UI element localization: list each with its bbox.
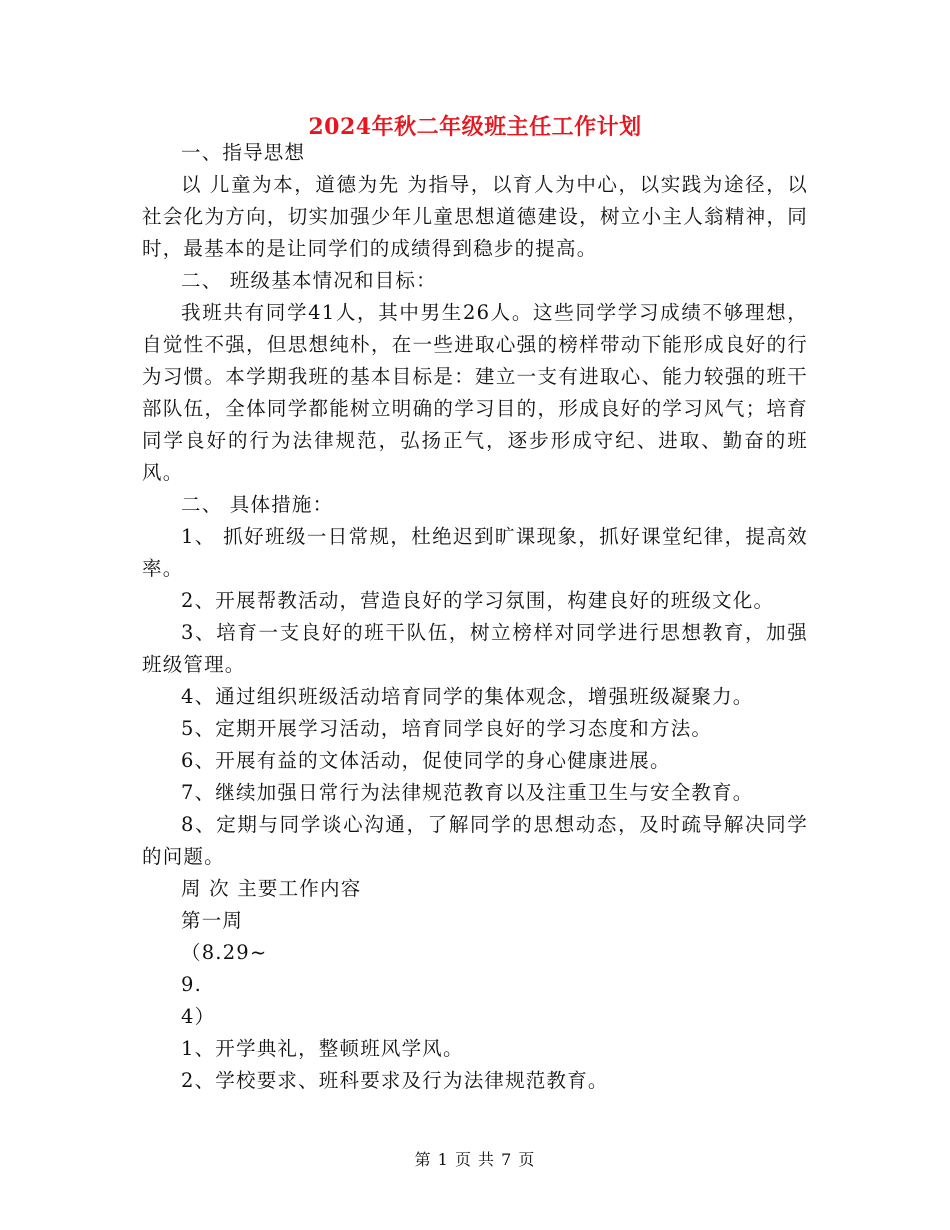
schedule-week-label: 第一周 — [181, 909, 244, 932]
list-item: 5、定期开展学习活动，培育同学良好的学习态度和方法。 — [181, 717, 713, 740]
list-item: 8、定期与同学谈心沟通，了解同学的思想动态，及时疏导解决同学的问题。 — [142, 813, 808, 868]
list-item: 6、开展有益的文体活动，促使同学的身心健康进展。 — [181, 749, 671, 772]
schedule-header: 周 次 主要工作内容 — [181, 877, 362, 900]
paragraph: 我班共有同学41人，其中男生26人。这些同学学习成绩不够理想，自觉性不强，但思想纯朴，在一些进取心强的榜样带动下能形成良好的行为习惯。本学期我班的基本目标是：建立一支有进取心、能力较强的班干部队伍，全体同学都能树立明确的学习目的，形成良好的学习风气；培育同学良好的行为法律规范，弘扬正气，逐步形成守纪、进取、勤奋的班风。 — [142, 301, 808, 484]
schedule-item: 2、学校要求、班科要求及行为法律规范教育。 — [181, 1069, 609, 1092]
paragraph-heading-guiding-thought: 一、指导思想 — [181, 141, 306, 164]
schedule-date-range: 4） — [181, 1005, 216, 1028]
schedule-date-range: （8.29~ — [181, 941, 268, 964]
paragraph: 以 儿童为本，道德为先 为指导，以育人为中心，以实践为途径，以社会化为方向，切实加强少年儿童思想道德建设，树立小主人翁精神，同时，最基本的是让同学们的成绩得到稳步的提高。 — [142, 173, 808, 260]
list-item: 4、通过组织班级活动培育同学的集体观念，增强班级凝聚力。 — [181, 685, 754, 708]
document-body — [142, 137, 808, 1097]
paragraph-heading-measures: 二、 具体措施： — [181, 493, 334, 516]
list-item: 7、继续加强日常行为法律规范教育以及注重卫生与安全教育。 — [181, 781, 754, 804]
schedule-item: 1、开学典礼，整顿班风学风。 — [181, 1037, 464, 1060]
document-title: 2024年秋二年级班主任工作计划 — [308, 114, 642, 140]
schedule-date-range: 9. — [181, 973, 203, 996]
list-item: 3、培育一支良好的班干队伍，树立榜样对同学进行思想教育，加强班级管理。 — [142, 621, 808, 676]
paragraph-heading-class-situation: 二、 班级基本情况和目标： — [181, 269, 437, 292]
list-item: 1、 抓好班级一日常规，杜绝迟到旷课现象，抓好课堂纪律，提高效率。 — [142, 525, 808, 580]
page-number: 第 1 页 共 7 页 — [414, 1150, 536, 1169]
list-item: 2、开展帮教活动，营造良好的学习氛围，构建良好的班级文化。 — [181, 589, 775, 612]
